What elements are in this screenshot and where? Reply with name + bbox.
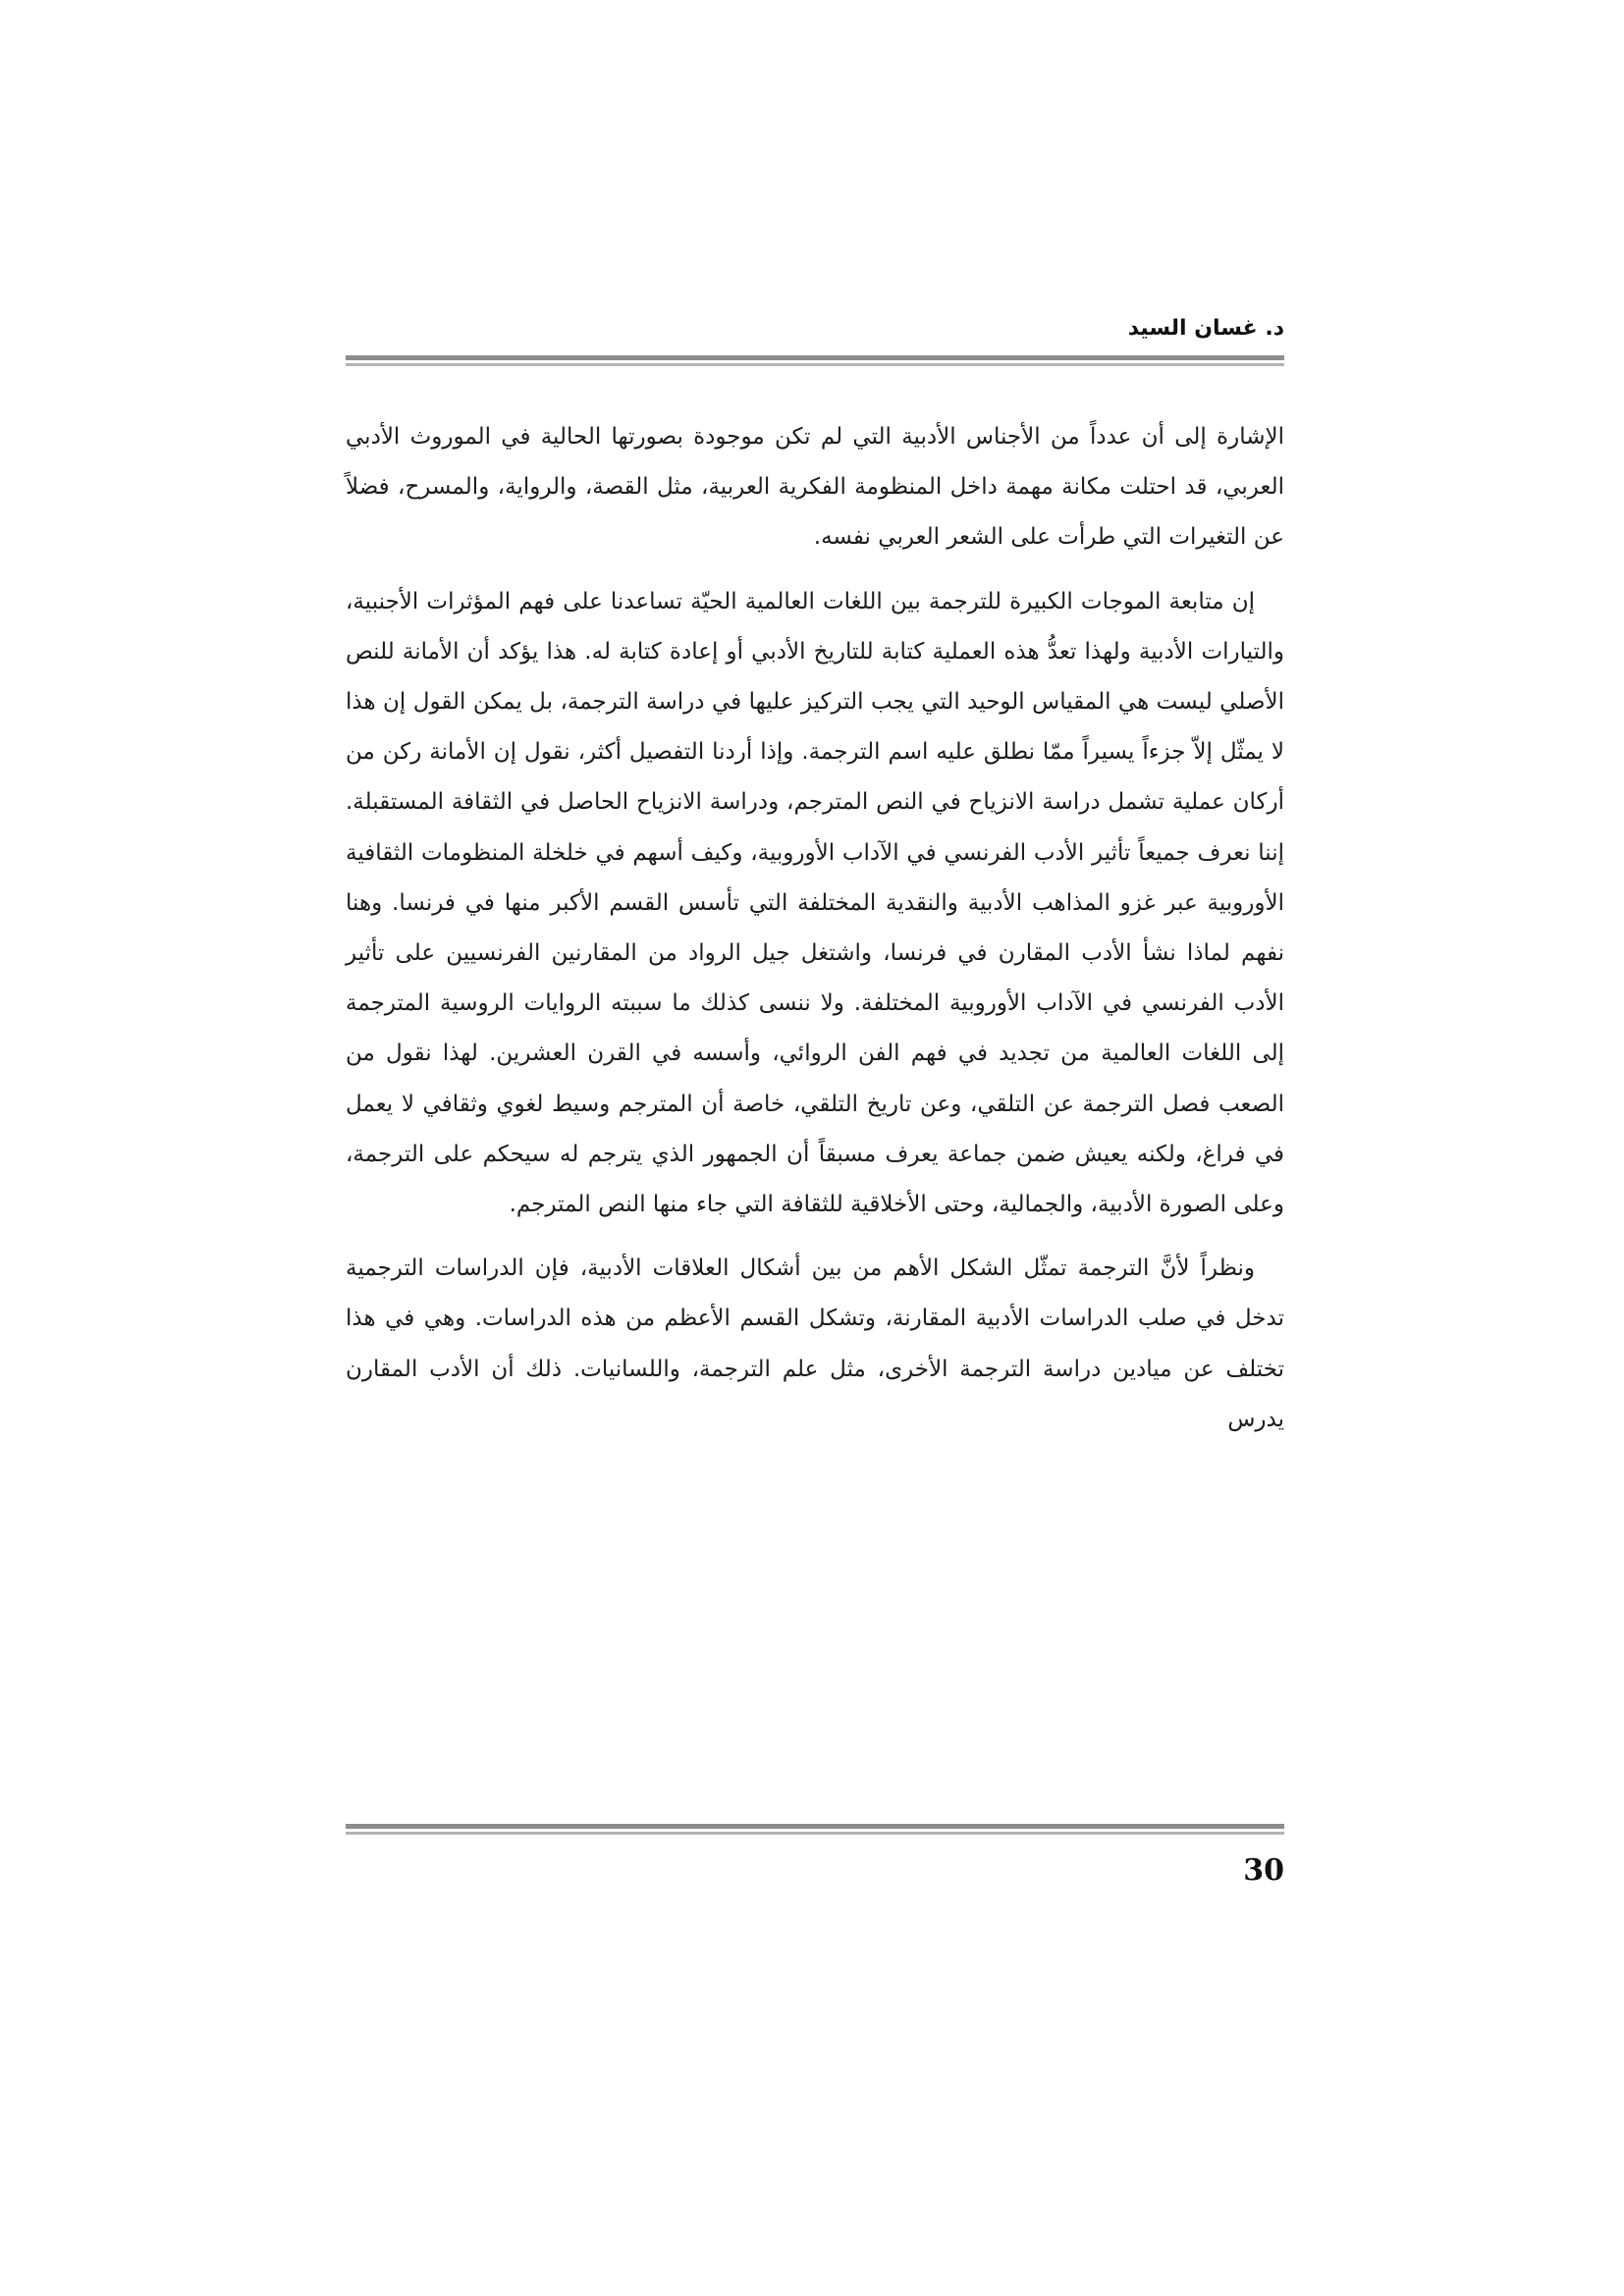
paragraph-1: الإشارة إلى أن عدداً من الأجناس الأدبية التي لم تكن موجودة بصورتها الحالية في الموروث الأدبي العربي، قد احتلت مكانة مهمة داخل المنظومة الفكرية العربية، مثل القصة، والرواية، والمسرح، فضلاً عن التغيرات التي طرأت على الشعر العربي نفسه. xyxy=(346,424,1284,551)
running-head-author: د. غسان السيد xyxy=(1127,316,1284,341)
footer-rule-thick xyxy=(346,1824,1284,1829)
paragraph-2: إن متابعة الموجات الكبيرة للترجمة بين اللغات العالمية الحيّة تساعدنا على فهم المؤثرات الأجنبية، والتيارات الأدبية ولهذا تعدُّ هذه العملية كتابة للتاريخ الأدبي أو إعادة كتابة له. هذا يؤكد أن الأمانة للنص الأصلي ليست هي المقياس الوحيد التي يجب التركيز عليها في دراسة الترجمة، بل يمكن القول إن هذا لا يمثّل إلاّ جزءاً يسيراً ممّا نطلق عليه اسم الترجمة. وإذا أردنا التفصيل أكثر، نقول إن الأمانة ركن من أركان عملية تشمل دراسة الانزياح في النص المترجم، ودراسة الانزياح الحاصل في الثقافة المستقبلة. إننا نعرف جميعاً تأثير الأدب الفرنسي في الآداب الأوروبية، وكيف أسهم في خلخلة المنظومات الثقافية الأوروبية عبر غزو المذاهب الأدبية والنقدية المختلفة التي تأسس القسم الأكبر منها في فرنسا. وهنا نفهم لماذا نشأ الأدب المقارن في فرنسا، واشتغل جيل الرواد من المقارنين الفرنسيين على تأثير الأدب الفرنسي في الآداب الأوروبية المختلفة. ولا ننسى كذلك ما سببته الروايات الروسية المترجمة إلى اللغات العالمية من تجديد في فهم الفن الروائي، وأسسه في القرن العشرين. لهذا نقول من الصعب فصل الترجمة عن التلقي، وعن تاريخ التلقي، خاصة أن المترجم وسيط لغوي وثقافي لا يعمل في فراغ، ولكنه يعيش ضمن جماعة يعرف مسبقاً أن الجمهور الذي يترجم له سيحكم على الترجمة، وعلى الصورة الأدبية، والجمالية، وحتى الأخلاقية للثقافة التي جاء منها النص المترجم. xyxy=(346,588,1284,1218)
header-rule-thin xyxy=(346,363,1284,366)
header-rule-thick xyxy=(346,355,1284,360)
page-number: 30 xyxy=(1243,1853,1284,1888)
footer-rule-thin xyxy=(346,1832,1284,1835)
paragraph-3: ونظراً لأنَّ الترجمة تمثّل الشكل الأهم من بين أشكال العلاقات الأدبية، فإن الدراسات الترجمية تدخل في صلب الدراسات الأدبية المقارنة، وتشكل القسم الأعظم من هذه الدراسات. وهي في هذا تختلف عن ميادين دراسة الترجمة الأخرى، مثل علم الترجمة، واللسانيات. ذلك أن الأدب المقارن يدرس xyxy=(346,1255,1284,1432)
body-text xyxy=(346,412,1284,1445)
